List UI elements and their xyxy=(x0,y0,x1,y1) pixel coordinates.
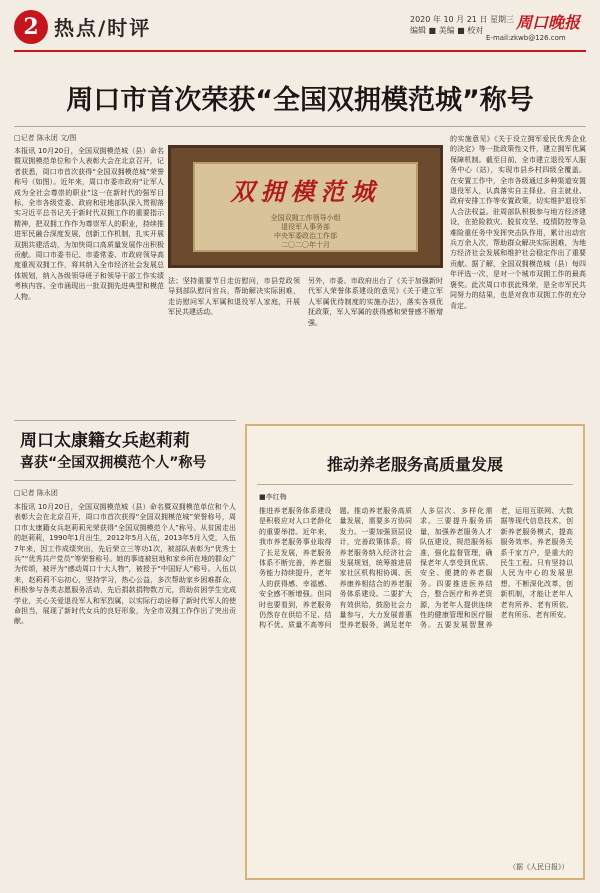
headline-rule xyxy=(14,126,586,127)
plaque-issuer-3: 中央军委政治工作部 xyxy=(274,232,337,240)
plaque-issuers xyxy=(193,214,418,250)
plaque-issuer-1: 全国双拥工作领导小组 xyxy=(270,214,341,222)
article2-byline: □记者 陈永团 xyxy=(14,489,58,497)
article3-source: （据《人民日报》） xyxy=(509,863,569,871)
issue-date: 2020 年 10 月 21 日 星期三 xyxy=(410,15,514,24)
article2-headline xyxy=(20,430,240,474)
plaque-issuer-2: 退役军人事务部 xyxy=(281,223,330,231)
page-header xyxy=(0,0,600,62)
article3-body: 推进养老服务体系建设是积极应对人口老龄化的重要举措。近年来，我市养老服务事业取得了长足发展，养老服务体系不断完善，养老服务能力持续提升，老年人的获得感、幸福感、安全感不断增强。但同时也要看到，养老服务仍然存在供给不足、结构不优、质量不高等问题。推动养老服务高质量发展，需要多方协同发力。一要加强顶层设计，完善政策体系，将养老服务纳入经济社会发展规划，统筹推进居家社区机构相协调、医养康养相结合的养老服务体系建设。二要扩大有效供给，鼓励社会力量参与，大力发展普惠型养老服务，满足老年人多层次、多样化需求。三要提升服务质量，加强养老服务人才队伍建设，规范服务标准，强化监督管理，确保老年人享受到优质、安全、便捷的养老服务。四要推进医养结合，整合医疗和养老资源，为老年人提供连续性的健康管理和医疗服务。五要发展智慧养老，运用互联网、大数据等现代信息技术，创新养老服务模式，提高服务效率。养老服务关系千家万户，是重大的民生工程。只有坚持以人民为中心的发展思想，不断深化改革，创新机制，才能让老年人老有所养、老有所依、老有所乐、老有所安。 xyxy=(259,507,573,630)
article3-box xyxy=(245,424,585,880)
editor-line: 编辑 ■ 美编 ■ 校对 xyxy=(410,26,484,35)
article2-headline-rule xyxy=(14,480,236,481)
plaque-date: 二〇二〇年十月 xyxy=(281,241,330,249)
page-number-badge: 2 xyxy=(14,10,48,44)
plaque-title: 双拥模范城 xyxy=(230,177,381,206)
article1-column-4: 的实施意见》《关于设立拥军爱民优秀企业的决定》等一批政策性文件，建立拥军优属保障机制。截至目前，全市建立退役军人服务中心（站），实现市县乡村四级全覆盖。在安置工作中，全市各级通过多种渠道安置退役军人，认真落实自主择业、自主就业、政府安排工作等安置政策，切实维护退役军人合法权益。驻周部队积极参与地方经济建设，在抢险救灾、脱贫攻坚、疫情防控等急难险重任务中发挥突击队作用，累计出动官兵万余人次，帮助群众解决实际困难，为地方经济社会发展和维护社会稳定作出了重要贡献。据了解，全国双拥模范城（县）每四年评选一次，是对一个城市双拥工作的最高褒奖。此次周口市获此殊荣，是全市军民共同努力的结果，也是对我市双拥工作的充分肯定。 xyxy=(450,135,586,310)
plaque xyxy=(193,162,418,252)
contact-email: E-mail:zkwb@126.com xyxy=(486,34,566,42)
main-headline: 周口市首次荣获“全国双拥模范城”称号 xyxy=(66,85,534,116)
article2-top-rule xyxy=(14,420,236,421)
article2-headline-line1: 周口太康籍女兵赵莉莉 xyxy=(20,431,190,451)
article1-byline: □记者 陈永团 文/图 xyxy=(14,134,77,142)
article1-column-2: 法；坚持重要节日走访慰问，市县党政领导到部队慰问官兵，帮助解决实际困难，走访慰问军人军属和退役军人家庭，开展军民共建活动。 xyxy=(168,277,300,317)
article3-byline: ■李红梅 xyxy=(259,493,287,501)
article3-headline-rule xyxy=(257,484,573,485)
article1-column-1: 本报讯 10月20日，全国双拥模范城（县）命名暨双拥模范单位和个人表彰大会在北京召开，记者获悉，周口市首次获得“全国双拥模范城”荣誉称号（如图）。近年来，周口市委市政府“让军人成为全社会尊崇的职业”这一在新时代的强军目标，全市各级党委、政府和驻地部队深入贯彻落实习近平总书记关于新时代双拥工作的重要指示精神，把双拥工作作为尊崇军人的职业，持续推进军民融合深度发展，创新工作机制，扎实开展双拥共建活动，为加快周口高质量发展作出积极贡献。周口市委书记、市委常委、市政府领导高度重视双拥工作，将其纳入全市经济社会发展总体规划，纳入各级领导班子和领导干部工作实绩考核内容。全市涌现出一批双拥先进典型和模范人物。 xyxy=(14,147,164,301)
newspaper-logo: 周口晚报 xyxy=(516,13,581,32)
header-rule xyxy=(14,50,586,52)
section-title: 热点/时评 xyxy=(54,16,152,40)
article2-headline-line2: 喜获“全国双拥模范个人”称号 xyxy=(20,455,207,471)
article1-column-3: 另外，市委、市政府出台了《关于加强新时代军人荣誉体系建设的意见》《关于建立军人军属优待制度的实施办法》，落实各项优抚政策，军人军属的获得感和荣誉感不断增强。 xyxy=(308,277,443,327)
issue-meta xyxy=(410,14,514,36)
article2-body: 本报讯 10月20日，全国双拥模范城（县）命名暨双拥模范单位和个人表彰大会在北京召开，周口市首次获得“全国双拥模范城”荣誉称号，周口市太康籍女兵赵莉莉光荣获得“全国双拥模范个人”称号。从贫困走出的赵莉莉，1990年1月出生，2012年5月入伍，2013年5月入党，入伍7年来，因工作成绩突出，先后荣立三等功1次，被部队表彰为“优秀士兵”“优秀共产党员”等荣誉称号。她的事迹被驻地和家乡所在地的群众广为传颂，被评为“感动周口十大人物”，被授予“中国好人”称号。入伍以来，赵莉莉不忘初心，坚持学习，热心公益，多次帮助家乡困难群众，积极参与各类志愿服务活动，先后捐款捐物数万元，资助贫困学生完成学业，关心关爱退役军人和军烈属，以实际行动诠释了新时代军人的使命担当，展现了新时代女兵的良好形象，为全市双拥工作作出了突出贡献。 xyxy=(14,503,236,626)
article3-headline: 推动养老服务高质量发展 xyxy=(326,455,503,474)
award-plaque-photo xyxy=(168,145,443,268)
